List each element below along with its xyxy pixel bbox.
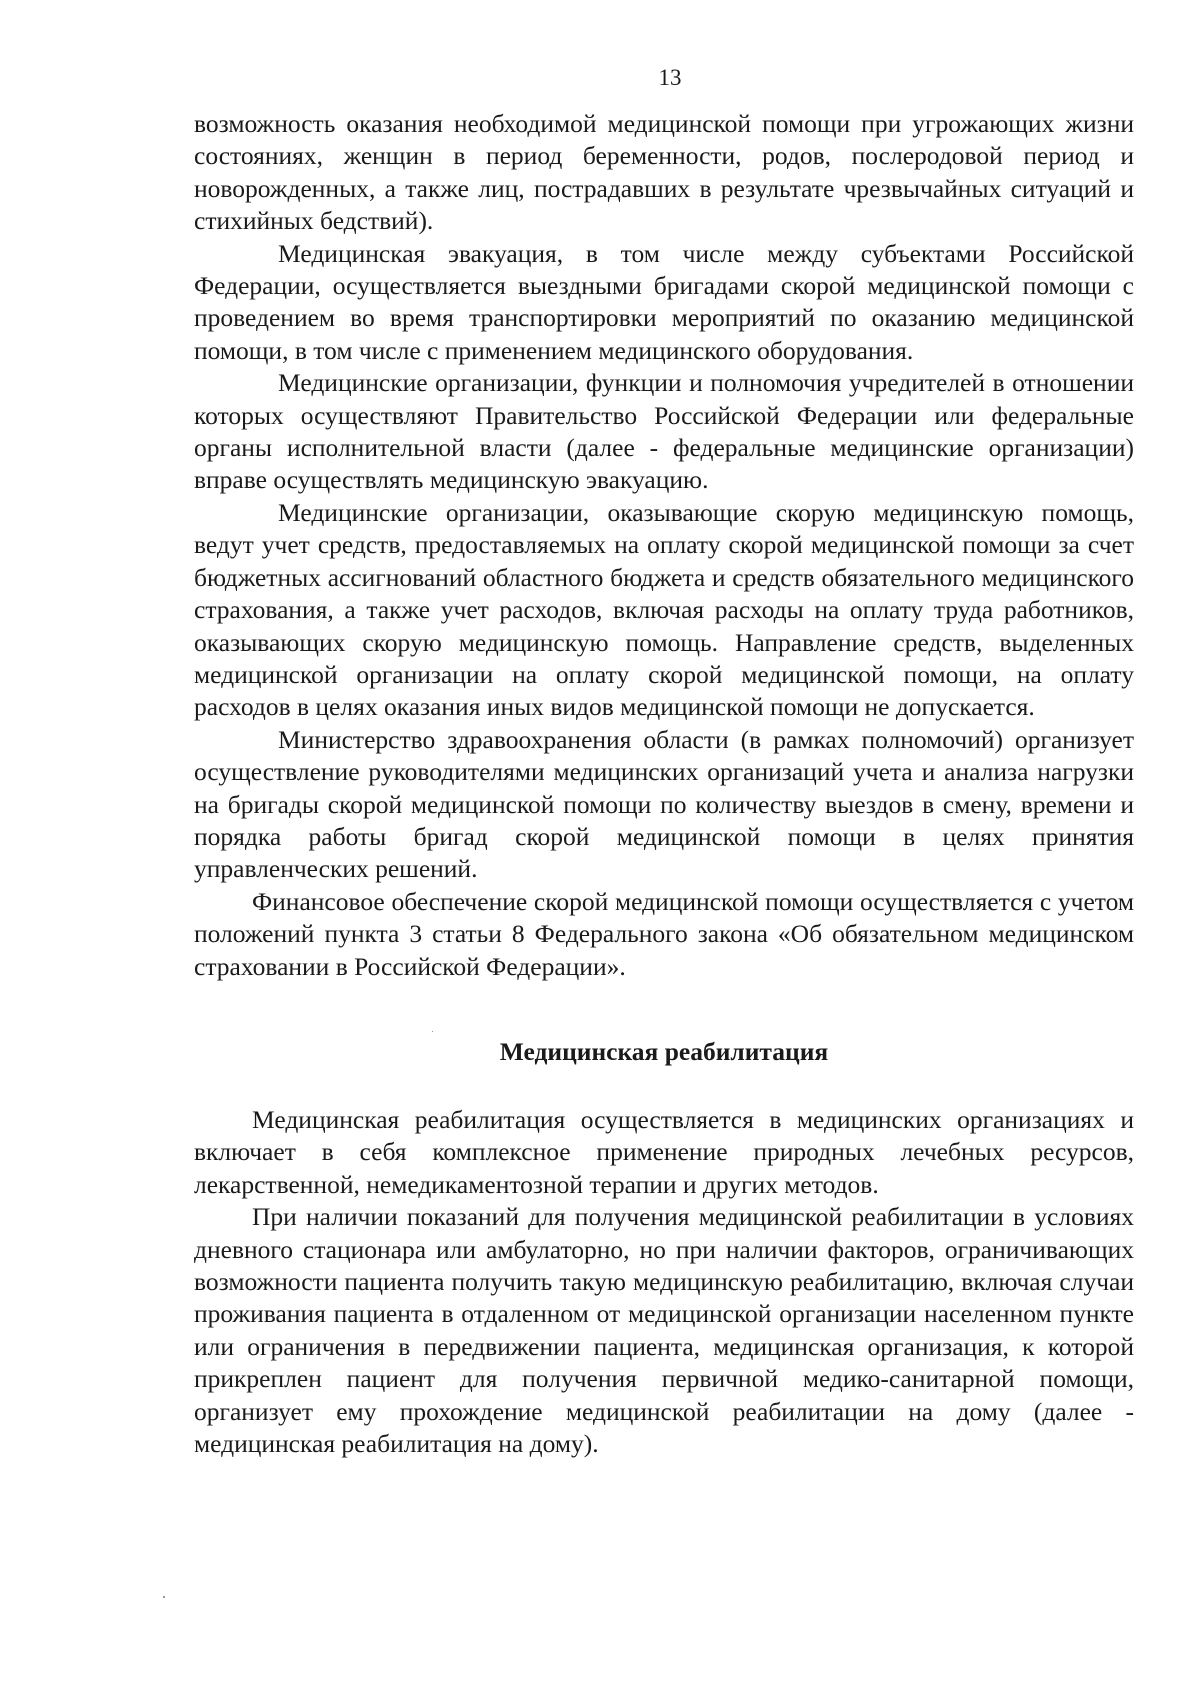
paragraph: Медицинские организации, функции и полномочия учредителей в отношении которых осуществляют Правительство Российской Федерации или федеральные органы исполнительной власти (далее - федеральные медицинские организации) вправе осуществлять медицинскую эвакуацию.	[194, 368, 1134, 495]
paragraph: При наличии показаний для получения медицинской реабилитации в условиях дневного стационара или амбулаторно, но при наличии факторов, ограничивающих возможности пациента получить такую медицинскую реабилитацию, включая случаи проживания пациента в отдаленном от медицинской организации населенном пункте или ограничения в передвижении пациента, медицинская организация, к которой прикреплен пациент для получения первичной медико-санитарной помощи, организует ему прохождение медицинской реабилитации на дому (далее - медицинская реабилитация на дому).	[194, 1202, 1134, 1459]
paragraph: Медицинская эвакуация, в том числе между субъектами Российской Федерации, осуществляется выездными бригадами скорой медицинской помощи с проведением во время транспортировки мероприятий по оказанию медицинской помощи, в том числе с применением медицинского оборудования.	[194, 238, 1134, 365]
paragraph: возможность оказания необходимой медицинской помощи при угрожающих жизни состояниях, женщин в период беременности, родов, послеродовой период и новорожденных, а также лиц, пострадавших в результате чрезвычайных ситуаций и стихийных бедствий).	[194, 109, 1134, 236]
page-number: 13	[658, 65, 682, 90]
paragraph: Министерство здравоохранения области (в рамках полномочий) организует осуществление руководителями медицинских организаций учета и анализа нагрузки на бригады скорой медицинской помощи по количеству выездов в смену, времени и порядка работы бригад скорой медицинской помощи в целях принятия управленческих решений.	[194, 724, 1134, 884]
text-block-bottom	[194, 1104, 1134, 1460]
paragraph: Медицинские организации, оказывающие скорую медицинскую помощь, ведут учет средств, предоставляемых на оплату скорой медицинской помощи за счет бюджетных ассигнований областного бюджета и средств обязательного медицинского страхования, а также учет расходов, включая расходы на оплату труда работников, оказывающих скорую медицинскую помощь. Направление средств, выделенных медицинской организации на оплату скорой медицинской помощи, на оплату расходов в целях оказания иных видов медицинской помощи не допускается.	[194, 497, 1134, 722]
text-block-top	[194, 108, 1134, 983]
paragraph: Финансовое обеспечение скорой медицинской помощи осуществляется с учетом положений пункта 3 статьи 8 Федерального закона «Об обязательном медицинском страховании в Российской Федерации».	[194, 886, 1134, 981]
scan-artifact	[432, 1031, 433, 1032]
scan-artifact	[163, 1596, 165, 1598]
paragraph: Медицинская реабилитация осуществляется в медицинских организациях и включает в себя комплексное применение природных лечебных ресурсов, лекарственной, немедикаментозной терапии и других методов.	[194, 1105, 1134, 1199]
section-heading: Медицинская реабилитация	[499, 1037, 829, 1066]
